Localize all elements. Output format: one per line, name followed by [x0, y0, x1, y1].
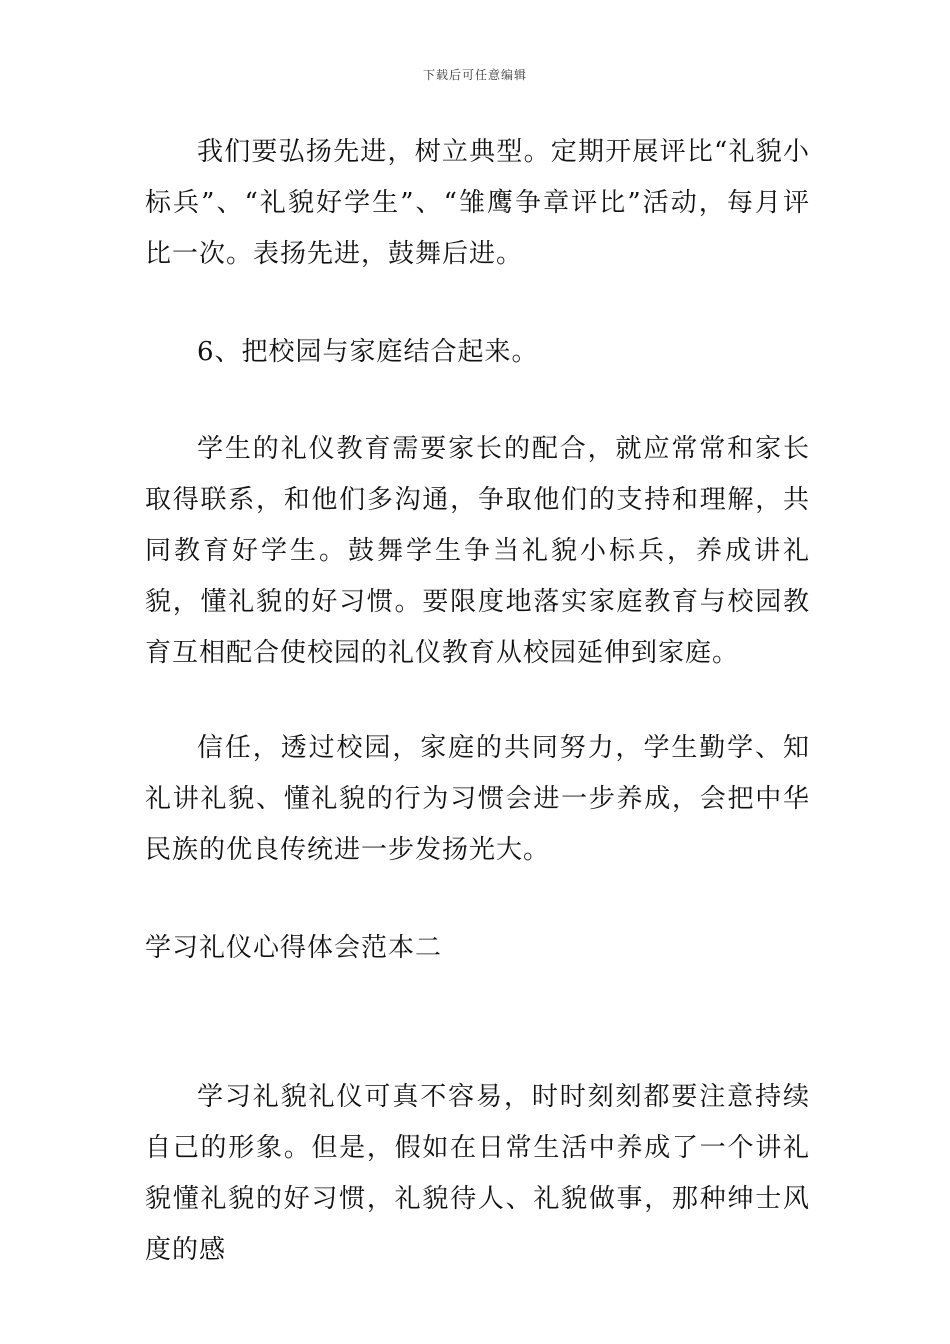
section-title-sample-two: 学习礼仪心得体会范本二 [145, 933, 443, 963]
paragraph-learning-etiquette: 学习礼貌礼仪可真不容易，时时刻刻都要注意持续自己的形象。但是，假如在日常生活中养成了一个讲礼貌懂礼貌的好习惯，礼貌待人、礼貌做事，那种绅士风度的感 [145, 1082, 810, 1265]
paragraph-section-6-heading: 6、把校园与家庭结合起来。 [197, 337, 539, 367]
paragraph-joint-effort: 信任，透过校园，家庭的共同努力，学生勤学、知礼讲礼貌、懂礼貌的行为习惯会进一步养成，会把中华民族的优良传统进一步发扬光大。 [145, 733, 810, 865]
paragraph-role-models: 我们要弘扬先进，树立典型。定期开展评比“礼貌小标兵”、“礼貌好学生”、“雏鹰争章评比”活动，每月评比一次。表扬先进，鼓舞后进。 [145, 137, 810, 269]
paragraph-parent-cooperation: 学生的礼仪教育需要家长的配合，就应常常和家长取得联系，和他们多沟通，争取他们的支持和理解，共同教育好学生。鼓舞学生争当礼貌小标兵，养成讲礼貌，懂礼貌的好习惯。要限度地落实家庭教育与校园教育互相配合使校园的礼仪教育从校园延伸到家庭。 [145, 434, 810, 668]
header-note: 下载后可任意编辑 [422, 68, 527, 82]
